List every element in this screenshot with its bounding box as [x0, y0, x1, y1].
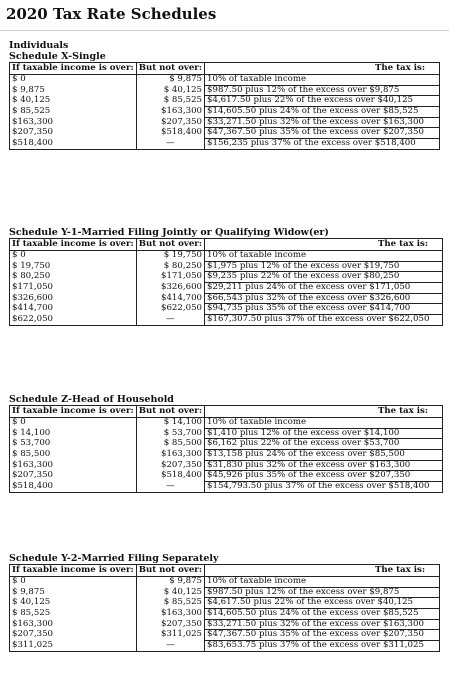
not-over-cell: $ 40,125: [136, 85, 204, 96]
over-cell: $207,350: [10, 471, 137, 482]
schedule-table: [9, 564, 440, 652]
over-cell: $163,300: [10, 619, 137, 630]
over-cell: $ 40,125: [10, 96, 137, 107]
over-cell: $171,050: [10, 283, 137, 294]
tax-cell: $45,926 plus 35% of the excess over $207,350: [205, 471, 443, 482]
table-row: [10, 85, 440, 96]
tax-cell: $1,410 plus 12% of the excess over $14,100: [205, 428, 443, 439]
tax-cell: $47,367.50 plus 35% of the excess over $207,350: [205, 630, 440, 641]
table-row: [10, 272, 443, 283]
over-cell: $ 0: [10, 251, 137, 262]
not-over-cell: $ 53,700: [136, 428, 204, 439]
schedule-y2-block: [9, 553, 440, 652]
tax-cell: $29,211 plus 24% of the excess over $171,050: [205, 283, 443, 294]
over-cell: $ 14,100: [10, 428, 137, 439]
over-cell: $326,600: [10, 293, 137, 304]
tax-cell: $4,617.50 plus 22% of the excess over $40,125: [205, 598, 440, 609]
over-cell: $163,300: [10, 460, 137, 471]
tax-cell: $987.50 plus 12% of the excess over $9,875: [205, 85, 440, 96]
schedule-z-block: [9, 394, 443, 493]
over-cell: $207,350: [10, 128, 137, 139]
not-over-cell: $ 40,125: [136, 587, 204, 598]
not-over-cell: $414,700: [136, 293, 204, 304]
header-over: If taxable income is over:: [10, 63, 137, 75]
tax-cell: 10% of taxable income: [205, 251, 443, 262]
not-over-cell: —: [136, 139, 204, 150]
table-row: [10, 418, 443, 429]
over-cell: $ 9,875: [10, 587, 137, 598]
page-title: 2020 Tax Rate Schedules: [6, 5, 217, 23]
table-row: [10, 315, 443, 326]
tax-cell: $66,543 plus 32% of the excess over $326,600: [205, 293, 443, 304]
schedule-title: Schedule Y-2-Married Filing Separately: [9, 553, 219, 564]
tax-cell: 10% of taxable income: [205, 75, 440, 86]
header-tax: The tax is:: [205, 565, 440, 577]
schedule-title: Schedule Y-1-Married Filing Jointly or Qualifying Widow(er): [9, 227, 329, 238]
table-row: [10, 251, 443, 262]
table-row: [10, 304, 443, 315]
header-over: If taxable income is over:: [10, 239, 137, 251]
title-bar: [0, 0, 449, 31]
not-over-cell: $ 85,525: [136, 96, 204, 107]
tax-cell: $4,617.50 plus 22% of the excess over $40,125: [205, 96, 440, 107]
table-row: [10, 283, 443, 294]
tax-cell: $14,605.50 plus 24% of the excess over $85,525: [205, 107, 440, 118]
table-row: [10, 471, 443, 482]
over-cell: $ 0: [10, 75, 137, 86]
header-over: If taxable income is over:: [10, 406, 137, 418]
schedule-x-block: [9, 40, 440, 150]
table-row: [10, 139, 440, 150]
not-over-cell: $ 14,100: [136, 418, 204, 429]
table-row: [10, 641, 440, 652]
header-but-not-over: But not over:: [136, 565, 204, 577]
table-row: [10, 428, 443, 439]
schedule-table: [9, 405, 443, 493]
not-over-cell: $ 85,500: [136, 439, 204, 450]
table-row: [10, 128, 440, 139]
table-row: [10, 482, 443, 493]
over-cell: $ 53,700: [10, 439, 137, 450]
not-over-cell: $326,600: [136, 283, 204, 294]
not-over-cell: $ 80,250: [136, 261, 204, 272]
not-over-cell: $311,025: [136, 630, 204, 641]
not-over-cell: $518,400: [136, 471, 204, 482]
over-cell: $ 85,525: [10, 107, 137, 118]
over-cell: $ 85,500: [10, 450, 137, 461]
over-cell: $518,400: [10, 482, 137, 493]
not-over-cell: $518,400: [136, 128, 204, 139]
table-header-row: [10, 239, 443, 251]
not-over-cell: $ 19,750: [136, 251, 204, 262]
over-cell: $ 9,875: [10, 85, 137, 96]
header-but-not-over: But not over:: [136, 406, 204, 418]
table-row: [10, 587, 440, 598]
over-cell: $ 0: [10, 418, 137, 429]
tax-cell: $154,793.50 plus 37% of the excess over $518,400: [205, 482, 443, 493]
table-row: [10, 460, 443, 471]
tax-cell: $14,605.50 plus 24% of the excess over $85,525: [205, 609, 440, 620]
tax-cell: $33,271.50 plus 32% of the excess over $163,300: [205, 117, 440, 128]
header-tax: The tax is:: [205, 406, 443, 418]
over-cell: $163,300: [10, 117, 137, 128]
over-cell: $518,400: [10, 139, 137, 150]
not-over-cell: —: [136, 315, 204, 326]
table-row: [10, 450, 443, 461]
not-over-cell: $171,050: [136, 272, 204, 283]
header-tax: The tax is:: [205, 63, 440, 75]
table-row: [10, 261, 443, 272]
over-cell: $ 19,750: [10, 261, 137, 272]
not-over-cell: $163,300: [136, 609, 204, 620]
header-over: If taxable income is over:: [10, 565, 137, 577]
over-cell: $ 0: [10, 577, 137, 588]
not-over-cell: $ 9,875: [136, 577, 204, 588]
tax-cell: $987.50 plus 12% of the excess over $9,875: [205, 587, 440, 598]
table-row: [10, 619, 440, 630]
tax-cell: $83,653.75 plus 37% of the excess over $311,025: [205, 641, 440, 652]
header-but-not-over: But not over:: [136, 239, 204, 251]
table-row: [10, 577, 440, 588]
table-row: [10, 75, 440, 86]
tax-cell: 10% of taxable income: [205, 577, 440, 588]
tax-cell: $47,367.50 plus 35% of the excess over $207,350: [205, 128, 440, 139]
tax-cell: $167,307.50 plus 37% of the excess over $622,050: [205, 315, 443, 326]
not-over-cell: $207,350: [136, 619, 204, 630]
over-cell: $207,350: [10, 630, 137, 641]
not-over-cell: $ 85,525: [136, 598, 204, 609]
tax-cell: $33,271.50 plus 32% of the excess over $163,300: [205, 619, 440, 630]
schedule-y1-block: [9, 227, 443, 326]
over-cell: $414,700: [10, 304, 137, 315]
schedule-title: Schedule Z-Head of Household: [9, 394, 174, 405]
not-over-cell: —: [136, 482, 204, 493]
table-header-row: [10, 406, 443, 418]
not-over-cell: $163,300: [136, 450, 204, 461]
table-row: [10, 117, 440, 128]
over-cell: $ 40,125: [10, 598, 137, 609]
table-row: [10, 598, 440, 609]
not-over-cell: —: [136, 641, 204, 652]
table-row: [10, 293, 443, 304]
table-row: [10, 630, 440, 641]
table-row: [10, 107, 440, 118]
schedule-table: [9, 238, 443, 326]
schedule-table: [9, 62, 440, 150]
over-cell: $ 85,525: [10, 609, 137, 620]
tax-cell: $94,735 plus 35% of the excess over $414,700: [205, 304, 443, 315]
table-row: [10, 439, 443, 450]
table-header-row: [10, 565, 440, 577]
not-over-cell: $ 9,875: [136, 75, 204, 86]
tax-cell: $9,235 plus 22% of the excess over $80,250: [205, 272, 443, 283]
header-but-not-over: But not over:: [136, 63, 204, 75]
not-over-cell: $622,050: [136, 304, 204, 315]
over-cell: $ 80,250: [10, 272, 137, 283]
not-over-cell: $207,350: [136, 460, 204, 471]
table-row: [10, 96, 440, 107]
tax-cell: $31,830 plus 32% of the excess over $163,300: [205, 460, 443, 471]
over-cell: $311,025: [10, 641, 137, 652]
schedule-title: Schedule X-Single: [9, 51, 106, 62]
not-over-cell: $207,350: [136, 117, 204, 128]
table-header-row: [10, 63, 440, 75]
tax-cell: $6,162 plus 22% of the excess over $53,700: [205, 439, 443, 450]
over-cell: $622,050: [10, 315, 137, 326]
not-over-cell: $163,300: [136, 107, 204, 118]
table-row: [10, 609, 440, 620]
header-tax: The tax is:: [205, 239, 443, 251]
tax-cell: $156,235 plus 37% of the excess over $518,400: [205, 139, 440, 150]
tax-cell: 10% of taxable income: [205, 418, 443, 429]
category-label: Individuals: [9, 40, 69, 51]
tax-cell: $1,975 plus 12% of the excess over $19,750: [205, 261, 443, 272]
tax-cell: $13,158 plus 24% of the excess over $85,500: [205, 450, 443, 461]
